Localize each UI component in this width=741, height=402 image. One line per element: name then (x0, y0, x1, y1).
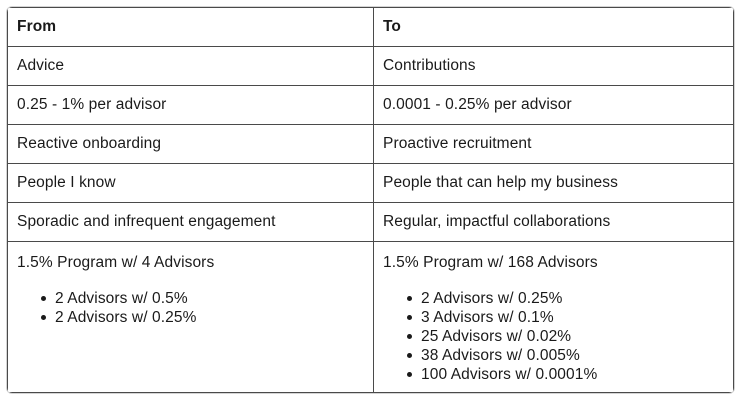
program-from-cell (8, 242, 374, 393)
cell-to: Regular, impactful collaborations (374, 203, 734, 242)
cell-to: Proactive recruitment (374, 125, 734, 164)
cell-from: Sporadic and infrequent engagement (8, 203, 374, 242)
program-from-title: 1.5% Program w/ 4 Advisors (17, 254, 215, 271)
table-row (8, 125, 734, 164)
table-row (8, 203, 734, 242)
program-to-cell (374, 242, 734, 393)
list-item: 38 Advisors w/ 0.005% (421, 346, 724, 365)
list-item: 2 Advisors w/ 0.5% (55, 289, 364, 308)
cell-to: People that can help my business (374, 164, 734, 203)
header-to: To (374, 8, 734, 47)
list-item: 100 Advisors w/ 0.0001% (421, 365, 724, 384)
table-row (8, 164, 734, 203)
list-item: 2 Advisors w/ 0.25% (55, 308, 364, 327)
cell-from: Reactive onboarding (8, 125, 374, 164)
list-item: 25 Advisors w/ 0.02% (421, 327, 724, 346)
program-from-list (17, 289, 364, 327)
cell-from: Advice (8, 47, 374, 86)
comparison-table-frame (6, 6, 735, 394)
table-row (8, 86, 734, 125)
list-item: 2 Advisors w/ 0.25% (421, 289, 724, 308)
program-to-list (383, 289, 724, 384)
table-row (8, 47, 734, 86)
cell-from: People I know (8, 164, 374, 203)
cell-to: 0.0001 - 0.25% per advisor (374, 86, 734, 125)
list-item: 3 Advisors w/ 0.1% (421, 308, 724, 327)
cell-to: Contributions (374, 47, 734, 86)
program-row (8, 242, 734, 393)
program-to-title: 1.5% Program w/ 168 Advisors (383, 254, 598, 271)
comparison-table (7, 7, 734, 393)
table-header-row (8, 8, 734, 47)
cell-from: 0.25 - 1% per advisor (8, 86, 374, 125)
header-from: From (8, 8, 374, 47)
